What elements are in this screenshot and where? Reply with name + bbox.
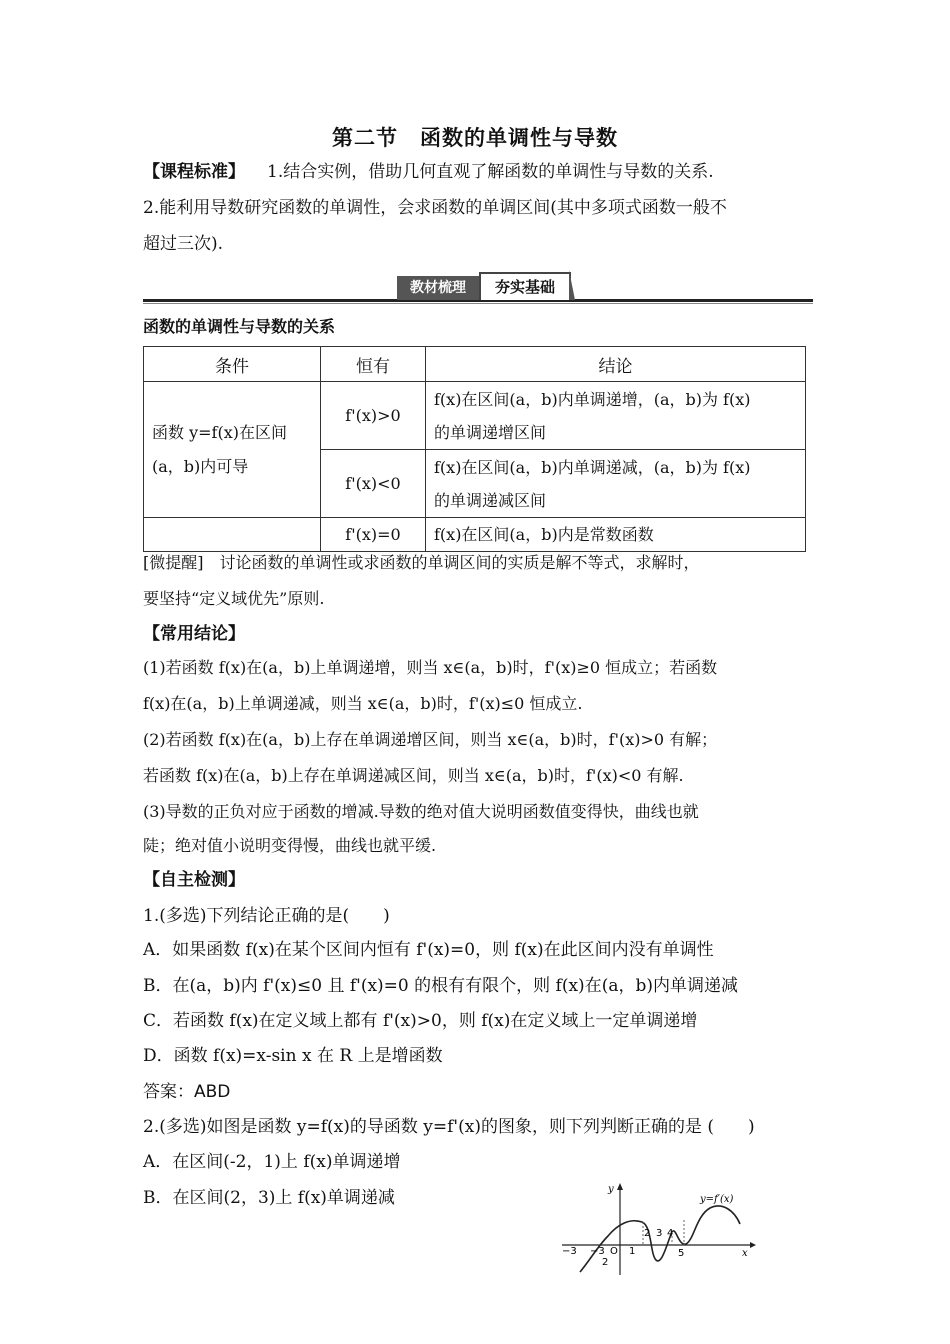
q1-option-c: C．若函数 f(x)在定义域上都有 f'(x)>0，则 f(x)在定义域上一定单调递增 [143, 1011, 698, 1031]
conclusion-line: 的单调递增区间 [434, 422, 547, 442]
common-line: (2)若函数 f(x)在(a，b)上存在单调递增区间，则当 x∈(a，b)时，f'(x)>0 有解； [143, 730, 718, 749]
tick-label: 5 [678, 1248, 685, 1259]
q1-option-d: D．函数 f(x)=x-sin x 在 R 上是增函数 [143, 1046, 443, 1066]
table-cond-negative: f'(x)<0 [321, 450, 426, 518]
section-banner [143, 270, 813, 304]
q1-stem: 1.(多选)下列结论正确的是( ) [143, 906, 390, 926]
course-standard-line2: 2.能利用导数研究函数的单调性，会求函数的单调区间(其中多项式函数一般不 [143, 198, 727, 218]
table-row [144, 382, 806, 450]
table-condition-cell [144, 382, 321, 518]
common-line: (1)若函数 f(x)在(a，b)上单调递增，则当 x∈(a，b)时，f'(x)≥0 恒成立；若函数 [143, 658, 718, 677]
tick-label: O [610, 1246, 618, 1257]
condition-line1: 函数 y=f(x)在区间 [152, 422, 287, 442]
banner-tab-shape [569, 270, 575, 300]
conclusion-line: f(x)在区间(a，b)内单调递减，(a，b)为 f(x) [434, 457, 751, 477]
table-header-always: 恒有 [321, 347, 426, 382]
conclusion-line: 的单调递减区间 [434, 490, 547, 510]
x-axis-label: x [742, 1248, 748, 1259]
banner-rule-thin [143, 303, 813, 304]
common-label: 【常用结论】 [143, 624, 245, 644]
common-line: 若函数 f(x)在(a，b)上存在单调递减区间，则当 x∈(a，b)时，f'(x)<0 有解. [143, 766, 684, 785]
course-standard-line1 [143, 160, 714, 184]
banner-left-label: 教材梳理 [397, 276, 479, 300]
q1-answer: 答案：ABD [143, 1082, 231, 1102]
table-cond-positive: f'(x)>0 [321, 382, 426, 450]
derivative-graph [560, 1180, 760, 1280]
table-conclusion-constant: f(x)在区间(a，b)内是常数函数 [426, 518, 806, 552]
q2-option-b: B．在区间(2，3)上 f(x)单调递减 [143, 1188, 395, 1208]
self-check-label: 【自主检测】 [143, 870, 245, 890]
common-line: 陡；绝对值小说明变得慢，曲线也就平缓. [143, 836, 437, 855]
q2-option-a: A．在区间(-2，1)上 f(x)单调递增 [143, 1152, 401, 1172]
tick-label-fraction: 2 [602, 1257, 609, 1268]
course-standard-text1: 1.结合实例，借助几何直观了解函数的单调性与导数的关系. [267, 162, 714, 182]
section-heading: 函数的单调性与导数的关系 [143, 317, 336, 336]
tip-line2: 要坚持“定义域优先”原则. [143, 589, 325, 608]
table-cond-zero: f'(x)=0 [321, 518, 426, 552]
tick-label: 1 [629, 1246, 636, 1257]
q1-option-a: A．如果函数 f(x)在某个区间内恒有 f'(x)=0，则 f(x)在此区间内没有单调性 [143, 940, 714, 960]
common-line: f(x)在(a，b)上单调递减，则当 x∈(a，b)时，f'(x)≤0 恒成立. [143, 694, 583, 713]
course-standard-label: 【课程标准】 [143, 162, 245, 182]
tick-label: −3 [562, 1246, 577, 1257]
tick-label: 4 [667, 1228, 674, 1239]
table-header-row [144, 347, 806, 382]
y-axis-label: y [608, 1184, 614, 1195]
tick-label: −3 [590, 1246, 605, 1257]
table-header-conclusion: 结论 [426, 347, 806, 382]
q2-stem: 2.(多选)如图是函数 y=f(x)的导函数 y=f'(x)的图象，则下列判断正确的是 ( ) [143, 1117, 755, 1137]
tick-label: 2 [644, 1228, 651, 1239]
tick-label: 3 [656, 1228, 663, 1239]
q1-option-b: B．在(a，b)内 f'(x)≤0 且 f'(x)=0 的根有有限个，则 f(x)在(a，b)内单调递减 [143, 976, 738, 996]
curve-label: y=f′(x) [700, 1194, 734, 1205]
table-conclusion-decreasing [426, 450, 806, 518]
condition-line2: (a，b)内可导 [152, 456, 249, 476]
conclusion-line: f(x)在区间(a，b)内单调递增，(a，b)为 f(x) [434, 389, 751, 409]
y-axis-arrow [617, 1183, 623, 1190]
common-line: (3)导数的正负对应于函数的增减.导数的绝对值大说明函数值变得快，曲线也就 [143, 802, 699, 821]
x-axis-arrow [750, 1242, 756, 1248]
course-standard-line3: 超过三次). [143, 234, 224, 254]
tip-line1: [微提醒] 讨论函数的单调性或求函数的单调区间的实质是解不等式，求解时， [143, 553, 700, 572]
table-conclusion-increasing [426, 382, 806, 450]
page-title: 第二节 函数的单调性与导数 [332, 126, 618, 150]
monotonicity-table [143, 346, 806, 552]
banner-right-label: 夯实基础 [479, 272, 571, 300]
table-empty-cell [144, 518, 321, 552]
table-header-condition: 条件 [144, 347, 321, 382]
table-row [144, 518, 806, 552]
